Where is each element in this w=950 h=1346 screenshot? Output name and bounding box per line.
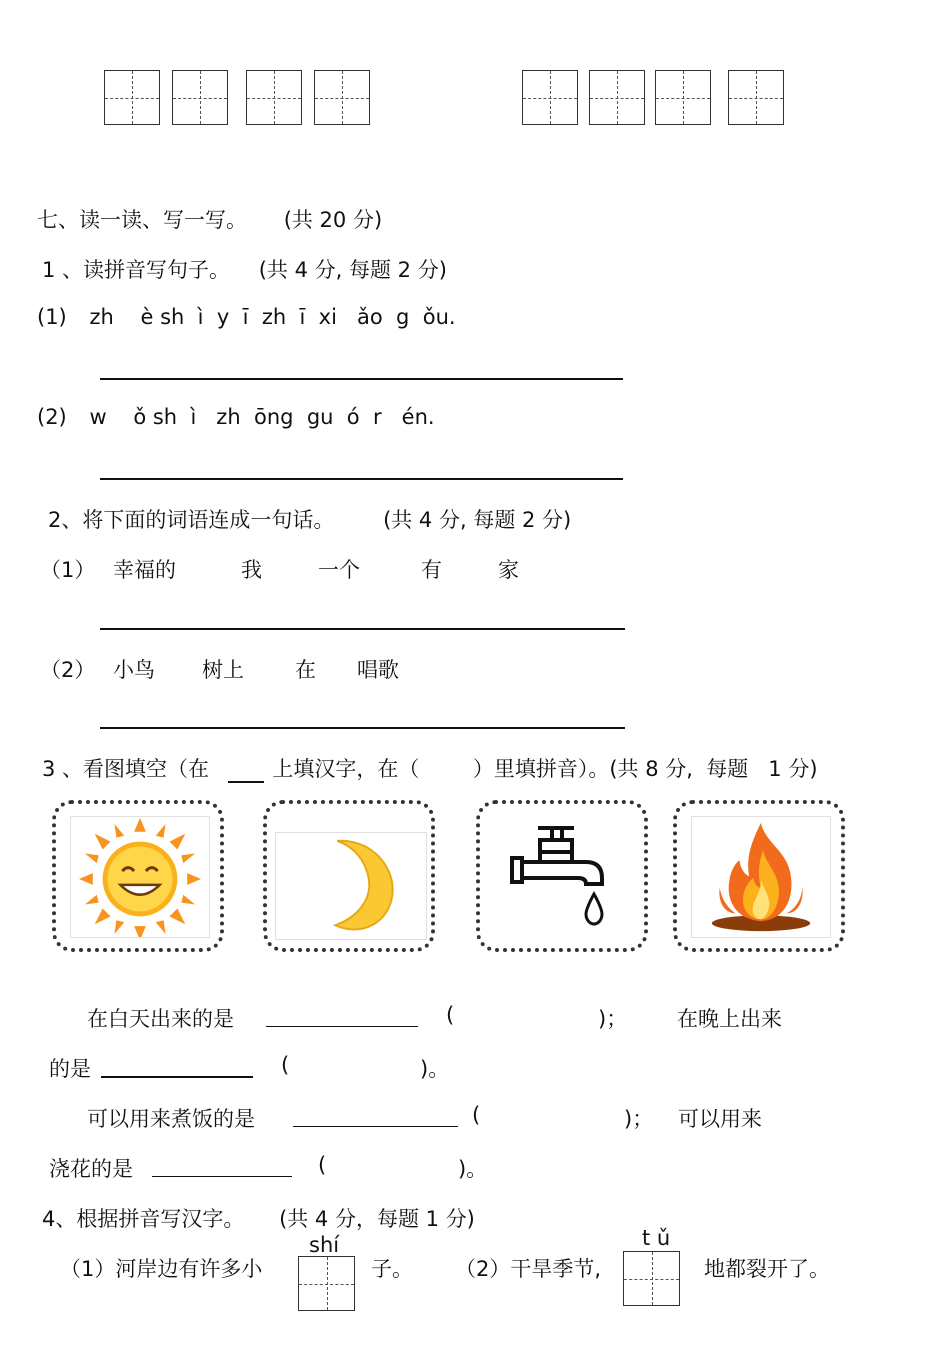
writing-box[interactable] (522, 70, 578, 125)
sun-picture (70, 816, 210, 938)
faucet-picture (506, 822, 626, 938)
q3-title-part1: 3 、看图填空（在 (42, 757, 210, 781)
item-number: (1) (37, 305, 67, 329)
q3-line4-text: 浇花的是 (49, 1157, 133, 1181)
q3-title-part2: 上填汉字，在（ ）里填拼音）。(共 8 分, 每题 1 分) (272, 757, 818, 781)
q4-item2-end: 地都裂开了。 (704, 1257, 830, 1281)
paren-close: )； (598, 1007, 628, 1031)
q2-score: (共 4 分, 每题 2 分) (383, 508, 572, 532)
paren-open: ( (472, 1103, 481, 1127)
q4-score: (共 4 分，每题 1 分) (279, 1207, 475, 1231)
moon-picture (275, 832, 427, 940)
writing-box[interactable] (314, 70, 370, 125)
picture-frame-moon (263, 800, 435, 952)
faucet-icon (506, 822, 626, 938)
q3-line3-cont: 可以用来 (678, 1107, 762, 1131)
word: 唱歌 (357, 658, 399, 682)
word: 小鸟 (113, 658, 155, 682)
picture-frame-faucet (476, 800, 648, 952)
paren-open: ( (446, 1003, 455, 1027)
q3-line1-text: 在白天出来的是 (87, 1007, 234, 1031)
q3-line3-text: 可以用来煮饭的是 (87, 1107, 255, 1131)
writing-box[interactable] (655, 70, 711, 125)
sun-icon (71, 817, 209, 937)
writing-box[interactable] (298, 1256, 355, 1311)
paren-close: )。 (420, 1057, 450, 1081)
word: 我 (241, 558, 262, 582)
answer-line[interactable] (266, 1026, 418, 1027)
answer-line[interactable] (100, 478, 623, 480)
section-heading (37, 204, 382, 234)
item-number: (2) (37, 405, 67, 429)
answer-line[interactable] (293, 1126, 458, 1127)
word: 在 (295, 658, 316, 682)
q1-heading (42, 254, 447, 284)
pinyin-text: w ǒ sh ì zh ōng gu ó r én. (89, 405, 435, 429)
q1-item-1 (37, 305, 456, 329)
writing-box[interactable] (172, 70, 228, 125)
blank-underline-sample (228, 779, 264, 783)
q4-title: 4、根据拼音写汉字。 (42, 1207, 245, 1231)
q4-item2-text: （2）干旱季节, (455, 1257, 602, 1281)
q4-item1-end: 子。 (371, 1257, 413, 1281)
pinyin-label: t ǔ (642, 1226, 671, 1250)
paren-close: )； (624, 1107, 654, 1131)
writing-box[interactable] (104, 70, 160, 125)
pinyin-label: shí (309, 1233, 340, 1257)
section-score: (共 20 分) (283, 208, 383, 232)
answer-line[interactable] (152, 1176, 292, 1177)
q4-heading (42, 1203, 475, 1233)
answer-line[interactable] (100, 378, 623, 380)
paren-open: ( (281, 1053, 290, 1077)
q1-item-2 (37, 405, 435, 429)
q1-title: 1 、读拼音写句子。 (42, 258, 231, 282)
paren-open: ( (318, 1153, 327, 1177)
word: 一个 (318, 558, 360, 582)
fire-icon (692, 817, 830, 937)
q1-score: (共 4 分, 每题 2 分) (258, 258, 447, 282)
writing-box[interactable] (728, 70, 784, 125)
section-title: 七、读一读、写一写。 (37, 208, 247, 232)
q3-line2-text: 的是 (49, 1057, 91, 1081)
q2-title: 2、将下面的词语连成一句话。 (48, 508, 335, 532)
pinyin-text: zh è sh ì y ī zh ī xi ǎo g ǒu. (89, 305, 456, 329)
item-number: （2） (40, 658, 96, 682)
picture-frame-fire (673, 800, 845, 952)
word: 幸福的 (113, 558, 176, 582)
q2-heading (48, 504, 571, 534)
q3-heading (42, 753, 818, 783)
answer-line[interactable] (100, 628, 625, 630)
item-number: （1） (40, 558, 96, 582)
answer-line[interactable] (101, 1076, 253, 1078)
q4-item1-text: （1）河岸边有许多小 (60, 1257, 263, 1281)
q3-line1-cont: 在晚上出来 (677, 1007, 782, 1031)
paren-close: )。 (458, 1157, 488, 1181)
picture-frame-sun (52, 800, 224, 952)
word: 有 (421, 558, 442, 582)
word: 树上 (202, 658, 244, 682)
moon-icon (276, 833, 426, 939)
word: 家 (498, 558, 519, 582)
answer-line[interactable] (100, 727, 625, 729)
fire-picture (691, 816, 831, 938)
writing-box[interactable] (623, 1251, 680, 1306)
writing-box[interactable] (589, 70, 645, 125)
writing-box[interactable] (246, 70, 302, 125)
